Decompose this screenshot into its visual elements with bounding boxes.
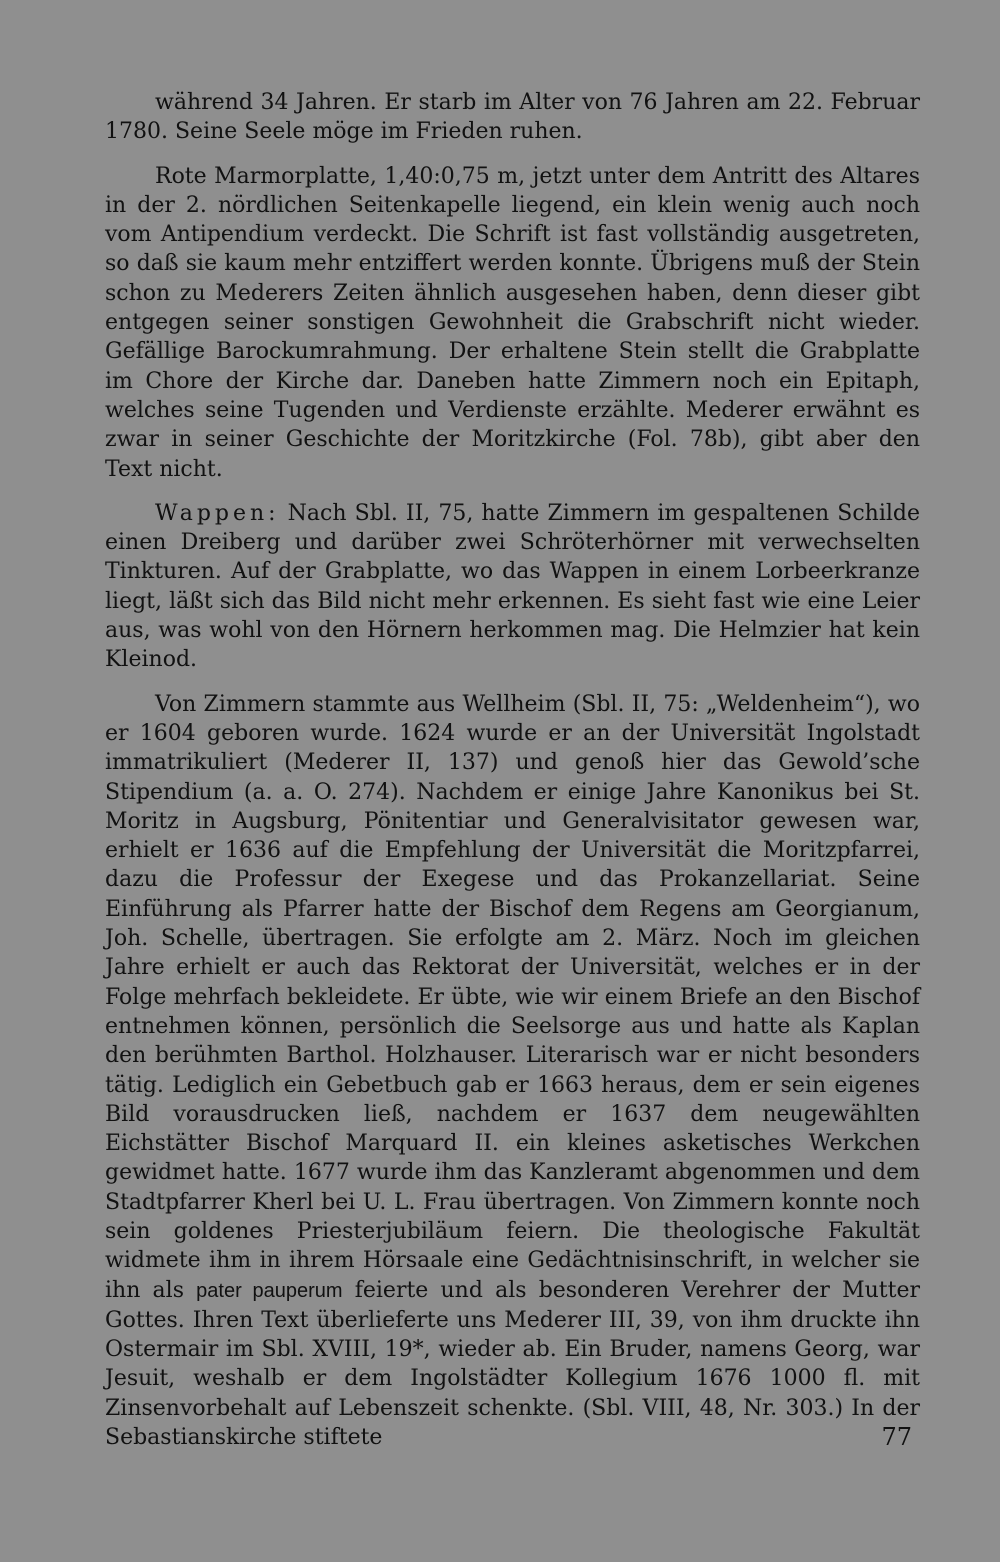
body-text xyxy=(105,88,920,1452)
paragraph-death-date: während 34 Jahren. Er starb im Alter von 76 Jahren am 22. Februar 1780. Seine Seele möge im Frieden ruhen. xyxy=(105,90,920,145)
coat-of-arms-text: Nach Sbl. II, 75, hatte Zimmern im gespaltenen Schilde einen Dreiberg und darüber zwei Schröterhörner mit verwechselten Tinkturen. Auf der Grabplatte, wo das Wappen in einem Lorbeerkranze liegt, läßt sich das Bild nicht mehr erkennen. Es sieht fast wie eine Leier aus, was wohl von den Hörnern herkommen mag. Die Helmzier hat kein Kleinod. xyxy=(105,500,920,673)
paragraph-biography xyxy=(105,690,920,1453)
biography-text-part-1: Von Zimmern stammte aus Wellheim (Sbl. II, 75: „Weldenheim“), wo er 1604 geboren wurde. 1624 wurde er an der Universität Ingolstadt immatrikuliert (Mederer II, 137) und genoß hier das Gewold’sche Stipendium (a. a. O. 274). Nachdem er einige Jahre Kanonikus bei St. Moritz in Augsburg, Pönitentiar und Generalvisitator gewesen war, erhielt er 1636 auf die Empfehlung der Universität die Moritzpfarrei, dazu die Professur der Exegese und das Prokanzellariat. Seine Einführung als Pfarrer hatte der Bischof dem Regens am Georgianum, Joh. Schelle, übertragen. Sie erfolgte am 2. März. Noch im gleichen Jahre erhielt er auch das Rektorat der Universität, welches er in der Folge mehrfach bekleidete. Er übte, wie wir einem Briefe an den Bischof entnehmen können, persönlich die Seelsorge aus und hatte als Kaplan den berühmten Barthol. Holzhauser. Literarisch war er nicht besonders tätig. Lediglich ein Gebetbuch gab er 1663 heraus, dem er sein eigenes Bild vorausdrucken ließ, nachdem er 1637 dem neugewählten Eichstätter Bischof Marquard II. ein kleines asketisches Werkchen gewidmet hatte. 1677 wurde ihm das Kanzleramt abgenommen und dem Stadtpfarrer Kherl bei U. L. Frau übertragen. Von Zimmern konnte noch sein goldenes Priesterjubiläum feiern. Die theologische Fakultät widmete ihm in ihrem Hörsaale eine Gedächtnisinschrift, in welcher sie ihn als xyxy=(105,691,920,1303)
coat-of-arms-label: Wappen: xyxy=(155,500,280,526)
paragraph-coat-of-arms xyxy=(105,499,920,675)
paragraph-marble-slab: Rote Marmorplatte, 1,40:0,75 m, jetzt unter dem Antritt des Altares in der 2. nördlichen Seitenkapelle liegend, ein klein wenig auch noch vom Antipendium verdeckt. Die Schrift ist fast vollständig ausgetreten, so daß sie kaum mehr entziffert werden konnte. Übrigens muß der Stein schon zu Mederers Zeiten ähnlich ausgesehen haben, denn dieser gibt entgegen seiner sonstigen Gewohnheit die Grabschrift nicht wieder. Gefällige Barockumrahmung. Der erhaltene Stein stellt die Grabplatte im Chore der Kirche dar. Daneben hatte Zimmern noch ein Epitaph, welches seine Tugenden und Verdienste erzählte. Mederer erwähnt es zwar in seiner Geschichte der Moritzkirche (Fol. 78b), gibt aber den Text nicht. xyxy=(105,163,920,482)
page-number: 77 xyxy=(881,1423,912,1451)
biography-text-part-2: feierte und als besonderen Verehrer der Mutter Gottes. Ihren Text überlieferte uns Mederer III, 39, von ihm druckte ihn Ostermair im Sbl. XVIII, 19*, wieder ab. Ein Bruder, namens Georg, war Jesuit, weshalb er dem Ingolstädter Kollegium 1676 1000 fl. mit Zinsenvorbehalt auf Lebenszeit schenkte. (Sbl. VIII, 48, Nr. 303.) In der Sebastianskirche stiftete xyxy=(105,1277,921,1451)
latin-phrase: pater pauperum xyxy=(196,1279,343,1302)
